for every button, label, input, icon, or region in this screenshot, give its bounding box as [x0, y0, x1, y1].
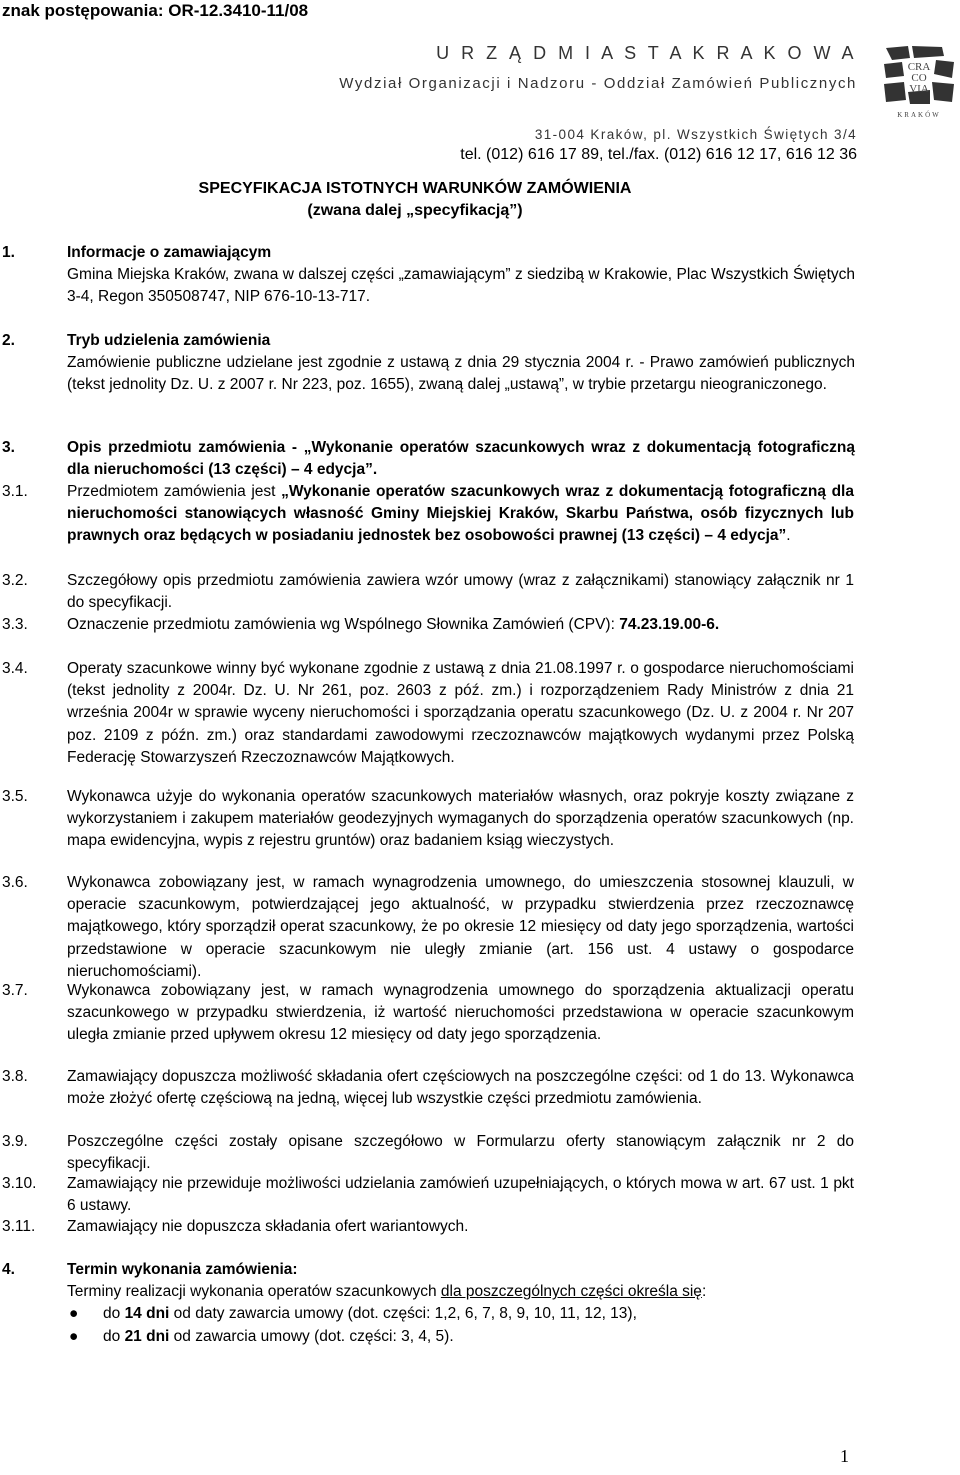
section-number: 2.	[2, 332, 15, 349]
section-text: Gmina Miejska Kraków, zwana w dalszej części „zamawiającym” z siedzibą w Krakowie, Plac Wszystkich Świętych 3-4, Regon 350508747, NIP 676-10-13-717.	[67, 266, 855, 306]
subsection-text: Oznaczenie przedmiotu zamówienia wg Wspólnego Słownika Zamówień (CPV):	[67, 616, 620, 633]
cpv-code: 74.23.19.00-6.	[619, 616, 720, 633]
subsection-number: 3.11.	[2, 1218, 36, 1235]
section-title: Tryb udzielenia zamówienia	[67, 332, 271, 349]
item-days: 21 dni	[124, 1327, 170, 1345]
subsection-number: 3.3.	[2, 616, 28, 633]
page-number: 1	[840, 1446, 849, 1466]
subsection-number: 3.2.	[2, 572, 28, 589]
section-intro	[67, 1281, 855, 1303]
subsection-text: Wykonawca użyje do wykonania operatów szacunkowych materiałów własnych, oraz pokryje koszty związane z wykorzystaniem i zakupem materiałów geodezyjnych wymaganych do sporządzenia operatów szacunkowych (np. mapa ewidencyjna, wypis z rejestru gruntów) oraz badaniem ksiąg wieczystych.	[67, 788, 854, 850]
subsection-text: Zamawiający dopuszcza możliwość składania ofert częściowych na poszczególne części: od 1 do 13. Wykonawca może złożyć ofertę częściową na jedną, więcej lub wszystkie części przedmiotu zamówienia.	[67, 1068, 854, 1108]
subsection-number: 3.7.	[2, 982, 28, 999]
subsection-text-end: .	[786, 527, 791, 545]
document-title: SPECYFIKACJA ISTOTNYCH WARUNKÓW ZAMÓWIENIA	[198, 180, 632, 197]
intro-text: Terminy realizacji wykonania operatów szacunkowych	[67, 1283, 441, 1301]
office-phone: tel. (012) 616 17 89, tel./fax. (012) 616 12 17, 616 12 36	[460, 146, 857, 163]
section-title: Termin wykonania zamówienia:	[67, 1261, 298, 1278]
subsection-text: Zamawiający nie przewiduje możliwości udzielania zamówień uzupełniających, o których mowa w art. 67 ust. 1 pkt 6 ustawy.	[67, 1175, 854, 1215]
svg-text:CRA: CRA	[907, 61, 931, 73]
item-text-end: od daty zawarcia umowy (dot. części: 1,2, 6, 7, 8, 9, 10, 11, 12, 13),	[169, 1305, 637, 1323]
item-days: 14 dni	[124, 1305, 170, 1323]
case-number: znak postępowania: OR-12.3410-11/08	[2, 1, 309, 20]
document-subtitle: (zwana dalej „specyfikacją”)	[307, 202, 523, 219]
subsection-text: Przedmiotem zamówienia jest	[67, 483, 282, 500]
list-item	[67, 1326, 855, 1348]
bullet-icon: ●	[69, 1305, 79, 1323]
list-item	[67, 1303, 855, 1325]
deadline-list	[67, 1303, 855, 1347]
subsection-number: 3.9.	[2, 1133, 28, 1150]
subsection-number: 3.4.	[2, 660, 28, 677]
subsection-text: Szczegółowy opis przedmiotu zamówienia zawiera wzór umowy (wraz z załącznikami) stanowiący załącznik nr 1 do specyfikacji.	[67, 572, 854, 612]
subsection-text: Wykonawca zobowiązany jest, w ramach wynagrodzenia umownego, do umieszczenia stosownej klauzuli, w operacie szacunkowym, potwierdzającej jego aktualność, w przypadku stwierdzenia przez rzeczoznawcę majątkowego, który sporządził operat szacunkowy, że po okresie 12 miesięcy od daty jego sporządzenia, wartości przedstawione w operacie szacunkowym nie uległy zmianie (art. 156 ust. 4 ustawy o gospodarce nieruchomościami).	[67, 874, 854, 980]
svg-text:VIA: VIA	[909, 83, 929, 95]
subsection-number: 3.5.	[2, 788, 28, 805]
subsection-number: 3.10.	[2, 1175, 37, 1192]
subsection-emphasis: „Wykonanie operatów szacunkowych wraz z dokumentacją fotograficzną dla nieruchomości stanowiących własność Gminy Miejskiej Kraków, Skarbu Państwa, osób fizycznych lub prawnych oraz będących w posiadaniu jednostek bez osobowości prawnej (13 części) – 4 edycja”	[67, 483, 854, 545]
intro-underlined: dla poszczególnych części określa się	[440, 1283, 702, 1301]
office-name: U R Z Ą D M I A S T A K R A K O W A	[436, 43, 857, 63]
subsection-text: Operaty szacunkowe winny być wykonane zgodnie z ustawą z dnia 21.08.1997 r. o gospodarce nieruchomościami (tekst jednolity z 2004r. Dz. U. Nr 261, poz. 2603 z póź. zm.) i rozporządzeniem Rady Ministrów z dnia 21 września 2004r w sprawie wyceny nieruchomości i sporządzania operatu szacunkowego (Dz. U. z 2004 r. Nr 207 poz. 2109 z późn. zm.) oraz standardami zawodowymi rzeczoznawców majątkowych wydanymi przez Polską Federację Stowarzyszeń Rzeczoznawców Majątkowych.	[67, 660, 854, 766]
subsection-number: 3.1.	[2, 483, 28, 500]
item-text: do	[103, 1305, 125, 1323]
subsection-text: Poszczególne części zostały opisane szczegółowo w Formularzu oferty stanowiącym załącznik nr 2 do specyfikacji.	[67, 1133, 854, 1173]
subsection-text: Zamawiający nie dopuszcza składania ofert wariantowych.	[67, 1218, 469, 1235]
subsection-number: 3.8.	[2, 1068, 28, 1085]
section-title: Opis przedmiotu zamówienia - „Wykonanie operatów szacunkowych wraz z dokumentacją fotograficzną dla nieruchomości (13 części) – 4 edycja”.	[67, 439, 855, 479]
section-title: Informacje o zamawiającym	[67, 244, 272, 261]
section-number: 3.	[2, 439, 15, 456]
section-text: Zamówienie publiczne udzielane jest zgodnie z ustawą z dnia 29 stycznia 2004 r. - Prawo zamówień publicznych (tekst jednolity Dz. U. z 2007 r. Nr 223, poz. 1655), zwaną dalej „ustawą”, w trybie przetargu nieograniczonego.	[67, 354, 855, 394]
bullet-icon: ●	[69, 1327, 79, 1345]
subsection-text: Wykonawca zobowiązany jest, w ramach wynagrodzenia umownego do sporządzenia aktualizacji operatu szacunkowego w przypadku stwierdzenia, iż wartość nieruchomości przedstawiona w operacie szacunkowym uległa zmianie przed upływem okresu 12 miesięcy od daty jego sporządzenia.	[67, 982, 854, 1044]
subsection-number: 3.6.	[2, 874, 28, 891]
item-text: do	[103, 1327, 125, 1345]
svg-text:CO: CO	[911, 72, 927, 84]
section-number: 1.	[2, 244, 15, 261]
cracovia-logo	[882, 44, 956, 120]
section-number: 4.	[2, 1261, 15, 1278]
svg-text:KRAKÓW: KRAKÓW	[897, 111, 941, 119]
intro-end: :	[701, 1283, 707, 1301]
item-text-end: od zawarcia umowy (dot. części: 3, 4, 5).	[169, 1327, 454, 1345]
office-address: 31-004 Kraków, pl. Wszystkich Świętych 3/4	[534, 127, 857, 142]
department-name: Wydział Organizacji i Nadzoru - Oddział Zamówień Publicznych	[339, 75, 857, 92]
